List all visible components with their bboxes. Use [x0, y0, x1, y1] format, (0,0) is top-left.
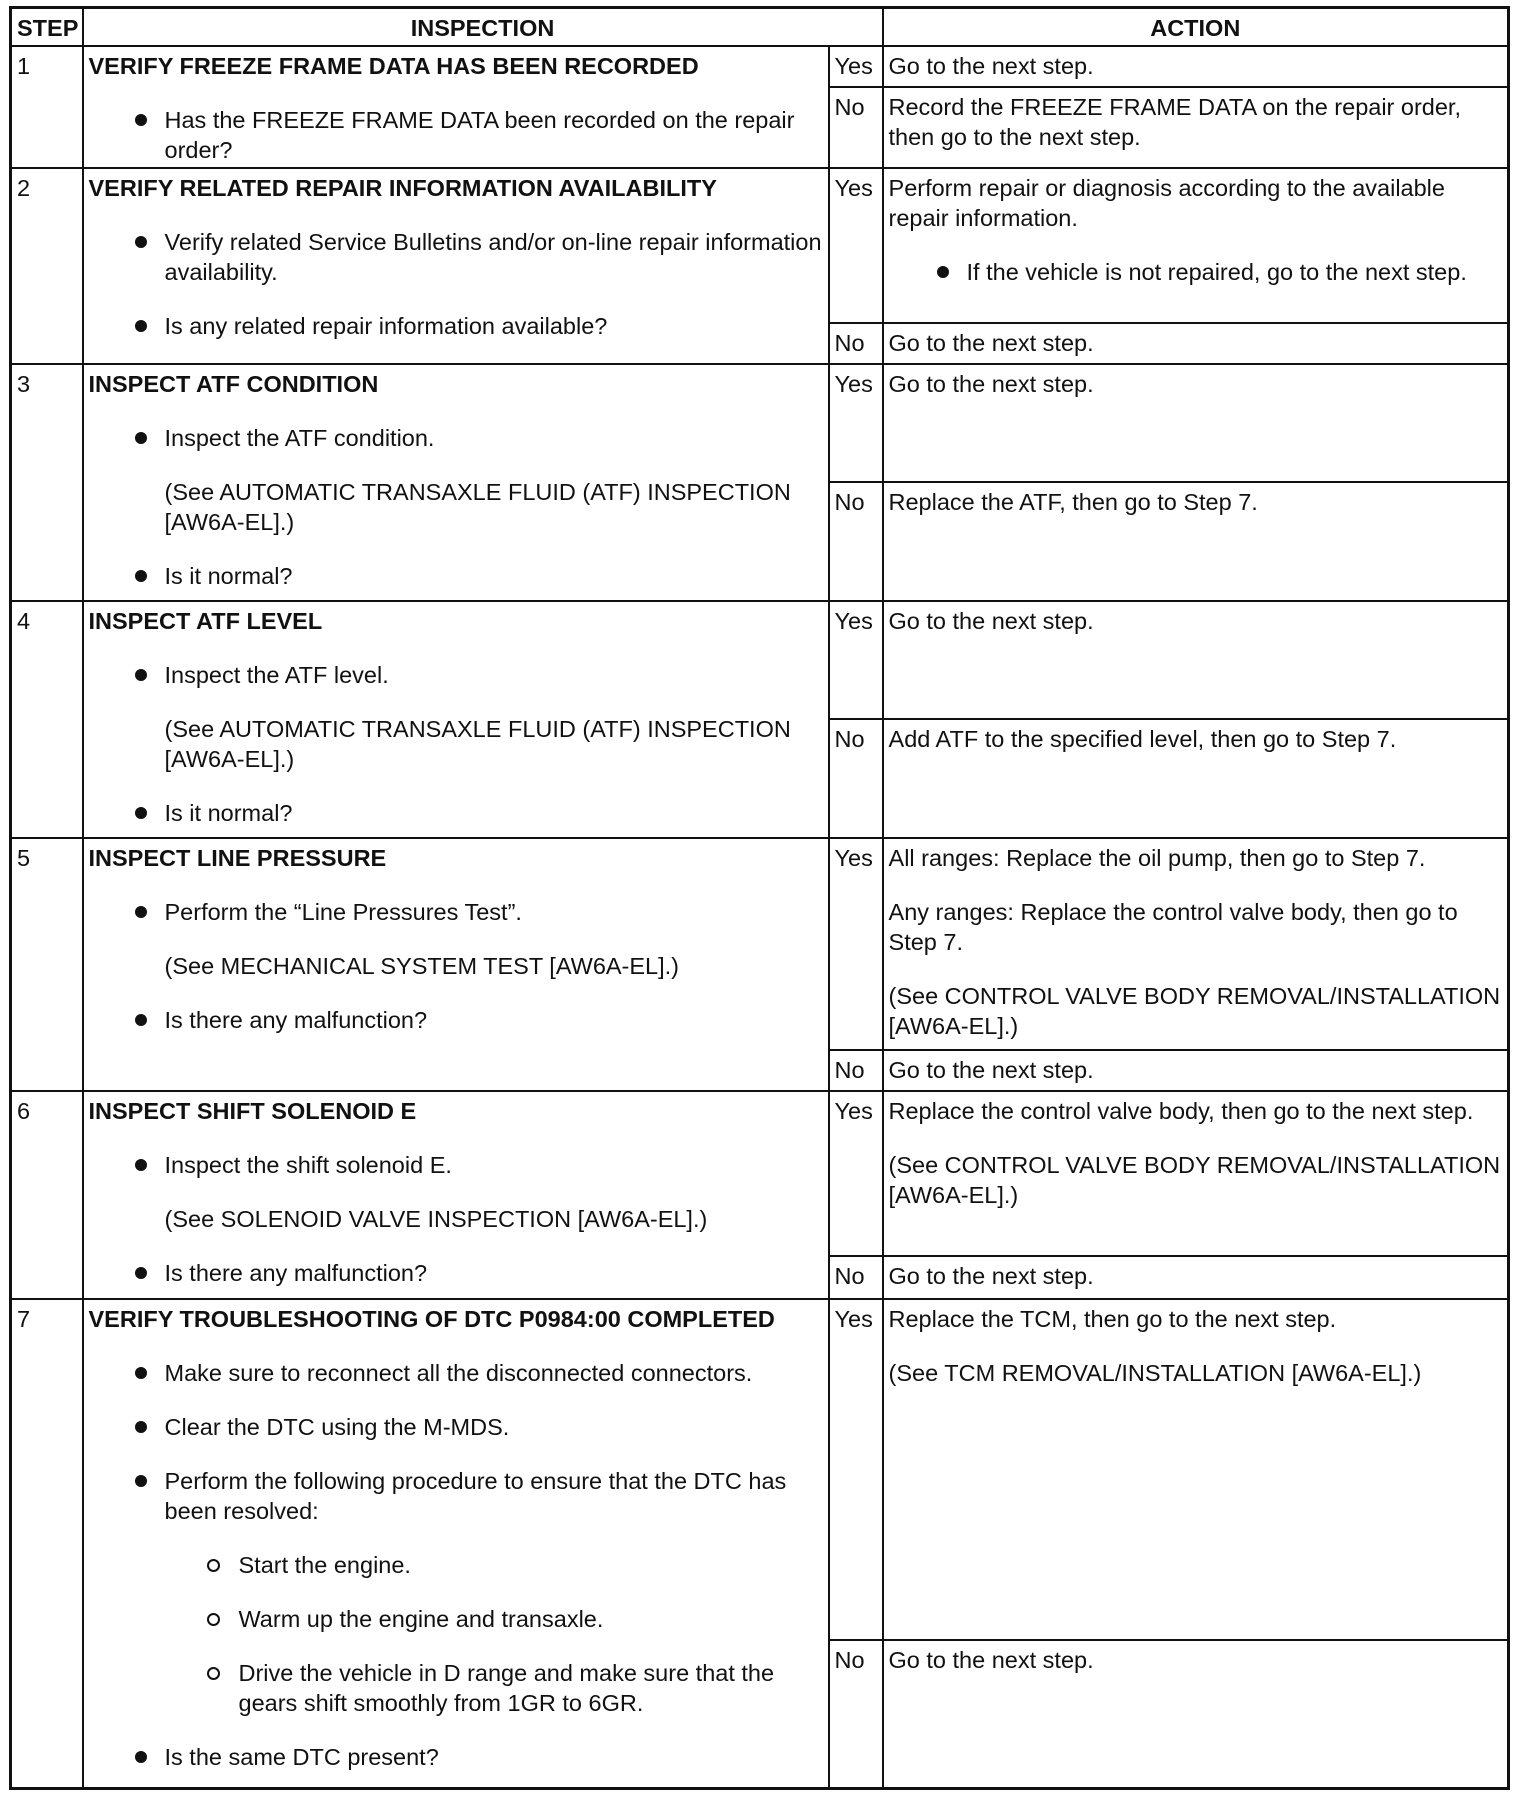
bullet-item: Clear the DTC using the M-MDS.: [89, 1412, 823, 1442]
yes-label: Yes: [829, 1299, 883, 1640]
step-inspection: [83, 168, 829, 364]
sub-bullet-item: Warm up the engine and transaxle.: [89, 1604, 823, 1634]
reference-text: (See MECHANICAL SYSTEM TEST [AW6A-EL].): [164, 953, 680, 979]
header-inspection: INSPECTION: [83, 8, 883, 47]
step-1-yes-row: [11, 46, 1509, 87]
reference-text: (See AUTOMATIC TRANSAXLE FLUID (ATF) INSPECTION [AW6A-EL].): [164, 479, 791, 535]
step-title: INSPECT LINE PRESSURE: [88, 845, 387, 871]
step-title: INSPECT ATF CONDITION: [88, 371, 379, 397]
header-row: [11, 8, 1509, 47]
yes-action: Perform repair or diagnosis according to the available repair information.: [888, 175, 1445, 231]
yes-label: Yes: [829, 364, 883, 482]
no-label: No: [829, 1256, 883, 1299]
bullet-item: Make sure to reconnect all the disconnected connectors.: [89, 1358, 823, 1388]
yes-action-cell: [883, 168, 1509, 323]
yes-action-cell: [883, 1299, 1509, 1640]
yes-action-secondary: Any ranges: Replace the control valve body, then go to Step 7.: [888, 899, 1458, 955]
no-label: No: [829, 1050, 883, 1091]
bullet-item: Inspect the shift solenoid E.: [89, 1150, 823, 1180]
no-label: No: [829, 719, 883, 838]
sub-bullet-item: Drive the vehicle in D range and make sure that the gears shift smoothly from 1GR to 6GR.: [89, 1658, 823, 1718]
action-bullet: If the vehicle is not repaired, go to the next step.: [889, 257, 1503, 287]
bullet-item: Verify related Service Bulletins and/or on-line repair information availability.: [89, 227, 823, 287]
reference-text: (See AUTOMATIC TRANSAXLE FLUID (ATF) INSPECTION [AW6A-EL].): [164, 716, 791, 772]
step-number: 5: [11, 838, 83, 1091]
step-title: INSPECT SHIFT SOLENOID E: [88, 1098, 417, 1124]
step-title: VERIFY FREEZE FRAME DATA HAS BEEN RECORDED: [88, 53, 699, 79]
bullet-item: Is there any malfunction?: [89, 1005, 823, 1035]
step-7-yes-row: [11, 1299, 1509, 1640]
step-5-yes-row: [11, 838, 1509, 1050]
reference-text: (See SOLENOID VALVE INSPECTION [AW6A-EL].): [164, 1206, 708, 1232]
bullet-item: Perform the “Line Pressures Test”.: [89, 897, 823, 927]
yes-label: Yes: [829, 1091, 883, 1256]
step-inspection: [83, 1299, 829, 1788]
no-label: No: [829, 482, 883, 601]
step-2-yes-row: [11, 168, 1509, 323]
reference-text: (See TCM REMOVAL/INSTALLATION [AW6A-EL].): [888, 1360, 1422, 1386]
step-inspection: [83, 1091, 829, 1299]
no-label: No: [829, 323, 883, 364]
yes-action: Go to the next step.: [883, 46, 1509, 87]
bullet-item: Inspect the ATF condition.: [89, 423, 823, 453]
sub-bullet-item: Start the engine.: [89, 1550, 823, 1580]
step-4-yes-row: [11, 601, 1509, 719]
yes-label: Yes: [829, 168, 883, 323]
bullet-item: Inspect the ATF level.: [89, 660, 823, 690]
no-label: No: [829, 87, 883, 168]
step-title: VERIFY TROUBLESHOOTING OF DTC P0984:00 COMPLETED: [88, 1306, 775, 1332]
step-number: 6: [11, 1091, 83, 1299]
yes-label: Yes: [829, 601, 883, 719]
no-action: Record the FREEZE FRAME DATA on the repair order, then go to the next step.: [883, 87, 1509, 168]
yes-action: Replace the TCM, then go to the next step.: [888, 1306, 1337, 1332]
bullet-item: Is it normal?: [89, 798, 823, 828]
reference-text: (See CONTROL VALVE BODY REMOVAL/INSTALLATION [AW6A-EL].): [888, 1152, 1501, 1208]
yes-action: Go to the next step.: [883, 601, 1509, 719]
step-number: 3: [11, 364, 83, 601]
step-inspection: [83, 46, 829, 168]
step-number: 1: [11, 46, 83, 168]
bullet-item: Perform the following procedure to ensure that the DTC has been resolved:: [89, 1466, 823, 1526]
diagnostic-procedure-document: [9, 6, 1507, 1800]
diagnostic-table: [9, 6, 1510, 1790]
yes-action: Replace the control valve body, then go to the next step.: [888, 1098, 1474, 1124]
no-action: Go to the next step.: [883, 1256, 1509, 1299]
yes-action-cell: [883, 1091, 1509, 1256]
step-3-yes-row: [11, 364, 1509, 482]
step-title: INSPECT ATF LEVEL: [88, 608, 323, 634]
step-number: 7: [11, 1299, 83, 1788]
bullet-item: Is there any malfunction?: [89, 1258, 823, 1288]
step-number: 4: [11, 601, 83, 838]
step-6-yes-row: [11, 1091, 1509, 1256]
bullet-item: Is it normal?: [89, 561, 823, 591]
no-action: Go to the next step.: [883, 1050, 1509, 1091]
header-action: ACTION: [883, 8, 1509, 47]
bullet-item: Is the same DTC present?: [89, 1742, 823, 1772]
step-inspection: [83, 601, 829, 838]
bullet-item: Is any related repair information available?: [89, 311, 823, 341]
bullet-item: Has the FREEZE FRAME DATA been recorded on the repair order?: [89, 105, 823, 165]
yes-action-cell: [883, 838, 1509, 1050]
yes-label: Yes: [829, 46, 883, 87]
step-inspection: [83, 364, 829, 601]
step-number: 2: [11, 168, 83, 364]
reference-text: (See CONTROL VALVE BODY REMOVAL/INSTALLATION [AW6A-EL].): [888, 983, 1501, 1039]
no-action: Go to the next step.: [883, 1640, 1509, 1788]
no-action: Add ATF to the specified level, then go to Step 7.: [883, 719, 1509, 838]
yes-label: Yes: [829, 838, 883, 1050]
no-action: Go to the next step.: [883, 323, 1509, 364]
header-step: STEP: [11, 8, 83, 47]
step-inspection: [83, 838, 829, 1091]
yes-action: All ranges: Replace the oil pump, then go to Step 7.: [888, 845, 1426, 871]
no-action: Replace the ATF, then go to Step 7.: [883, 482, 1509, 601]
step-title: VERIFY RELATED REPAIR INFORMATION AVAILABILITY: [88, 175, 717, 201]
yes-action: Go to the next step.: [883, 364, 1509, 482]
no-label: No: [829, 1640, 883, 1788]
